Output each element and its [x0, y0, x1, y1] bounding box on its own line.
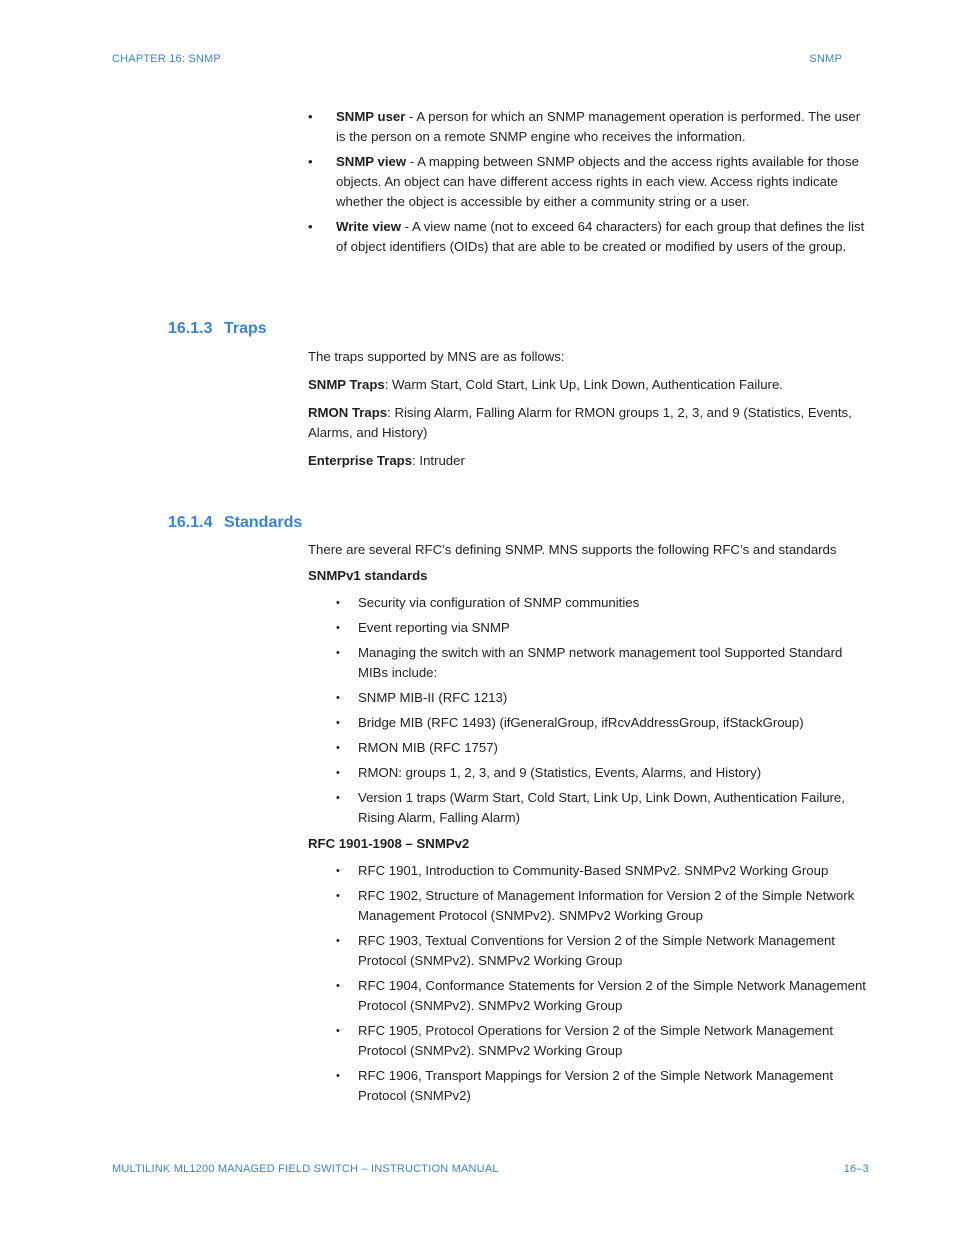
page-number: 16–3 [843, 1163, 869, 1175]
running-header-section: SNMP [809, 53, 842, 65]
list-item-text: Managing the switch with an SNMP network management tool Supported Standard MIBs include: [358, 645, 843, 680]
list-item [336, 1066, 870, 1106]
section-title: Traps [224, 320, 267, 337]
list-item-text: RFC 1902, Structure of Management Information for Version 2 of the Simple Network Management Protocol (SNMPv2). SNMPv2 Working Group [358, 888, 855, 923]
list-item [336, 861, 870, 881]
list-item [336, 763, 870, 783]
enterprise-traps-text: : Intruder [412, 453, 465, 468]
definition-term: Write view [336, 219, 401, 234]
list-item-text: Security via configuration of SNMP communities [358, 595, 640, 610]
rmon-traps-paragraph [308, 403, 870, 443]
definition-term: SNMP view [336, 154, 407, 169]
definition-text: - A mapping between SNMP objects and the access rights available for those objects. An object can have different access rights in each view. Access rights indicate whether the object is accessible by either a community string or a user. [336, 154, 859, 209]
traps-intro: The traps supported by MNS are as follows: [308, 349, 565, 364]
bullet-icon: • [336, 865, 340, 877]
list-item [336, 931, 870, 971]
snmp-traps-term: SNMP Traps [308, 377, 385, 392]
list-item [336, 738, 870, 758]
list-item [336, 688, 870, 708]
list-item-text: RFC 1906, Transport Mappings for Version 2 of the Simple Network Management Protocol (SNMPv2) [358, 1068, 833, 1103]
rmon-traps-text: : Rising Alarm, Falling Alarm for RMON groups 1, 2, 3, and 9 (Statistics, Events, Alarms, and History) [308, 405, 852, 440]
bullet-icon: • [308, 154, 313, 169]
bullet-icon: • [336, 742, 340, 754]
list-item-text: RFC 1901, Introduction to Community-Based SNMPv2. SNMPv2 Working Group [358, 863, 829, 878]
snmp-traps-text: : Warm Start, Cold Start, Link Up, Link Down, Authentication Failure. [384, 377, 783, 392]
bullet-icon: • [336, 692, 340, 704]
list-item-text: Bridge MIB (RFC 1493) (ifGeneralGroup, ifRcvAddressGroup, ifStackGroup) [358, 715, 804, 730]
definition-text: - A view name (not to exceed 64 characters) for each group that defines the list of object identifiers (OIDs) that are able to be created or modified by users of the group. [336, 219, 865, 254]
enterprise-traps-term: Enterprise Traps [308, 453, 413, 468]
list-item-text: Version 1 traps (Warm Start, Cold Start, Link Up, Link Down, Authentication Failure, Rising Alarm, Falling Alarm) [358, 790, 845, 825]
running-footer-title: MULTILINK ML1200 MANAGED FIELD SWITCH – INSTRUCTION MANUAL [112, 1163, 499, 1175]
bullet-icon: • [336, 935, 340, 947]
rmon-traps-term: RMON Traps [308, 405, 388, 420]
section-number: 16.1.3 [168, 320, 213, 337]
list-item [336, 713, 870, 733]
snmpv2-list [336, 861, 870, 1111]
list-item [336, 886, 870, 926]
list-item-text: RMON MIB (RFC 1757) [358, 740, 498, 755]
bullet-icon: • [308, 219, 313, 234]
section-number: 16.1.4 [168, 514, 213, 531]
bullet-icon: • [336, 890, 340, 902]
section-title: Standards [224, 514, 303, 531]
list-item [336, 1021, 870, 1061]
list-item [336, 643, 870, 683]
section-heading-traps [168, 320, 267, 338]
enterprise-traps-paragraph [308, 451, 870, 471]
bullet-icon: • [336, 597, 340, 609]
bullet-icon: • [336, 792, 340, 804]
standards-intro: There are several RFC’s defining SNMP. MNS supports the following RFC’s and standards [308, 542, 837, 557]
bullet-icon: • [336, 980, 340, 992]
snmpv1-heading: SNMPv1 standards [308, 568, 428, 583]
list-item-text: RFC 1904, Conformance Statements for Version 2 of the Simple Network Management Protocol (SNMPv2). SNMPv2 Working Group [358, 978, 866, 1013]
list-item [336, 618, 870, 638]
list-item-text: RFC 1905, Protocol Operations for Version 2 of the Simple Network Management Protocol (SNMPv2). SNMPv2 Working Group [358, 1023, 833, 1058]
bullet-icon: • [336, 622, 340, 634]
bullet-icon: • [336, 1070, 340, 1082]
list-item [336, 593, 870, 613]
definition-term: SNMP user [336, 109, 406, 124]
definition-list [308, 107, 870, 262]
definition-item [308, 152, 870, 212]
snmpv1-list [336, 593, 870, 833]
bullet-icon: • [336, 647, 340, 659]
definition-text: - A person for which an SNMP management operation is performed. The user is the person on a remote SNMP engine who receives the information. [336, 109, 861, 144]
definition-item [308, 107, 870, 147]
list-item-text: RFC 1903, Textual Conventions for Version 2 of the Simple Network Management Protocol (SNMPv2). SNMPv2 Working Group [358, 933, 835, 968]
running-header-chapter: CHAPTER 16: SNMP [112, 53, 221, 65]
snmp-traps-paragraph [308, 375, 870, 395]
list-item-text: Event reporting via SNMP [358, 620, 510, 635]
snmpv2-heading: RFC 1901-1908 – SNMPv2 [308, 836, 470, 851]
list-item-text: SNMP MIB-II (RFC 1213) [358, 690, 508, 705]
section-heading-standards [168, 514, 302, 532]
list-item-text: RMON: groups 1, 2, 3, and 9 (Statistics, Events, Alarms, and History) [358, 765, 762, 780]
bullet-icon: • [308, 109, 313, 124]
definition-item [308, 217, 870, 257]
bullet-icon: • [336, 717, 340, 729]
bullet-icon: • [336, 767, 340, 779]
list-item [336, 788, 870, 828]
list-item [336, 976, 870, 1016]
bullet-icon: • [336, 1025, 340, 1037]
